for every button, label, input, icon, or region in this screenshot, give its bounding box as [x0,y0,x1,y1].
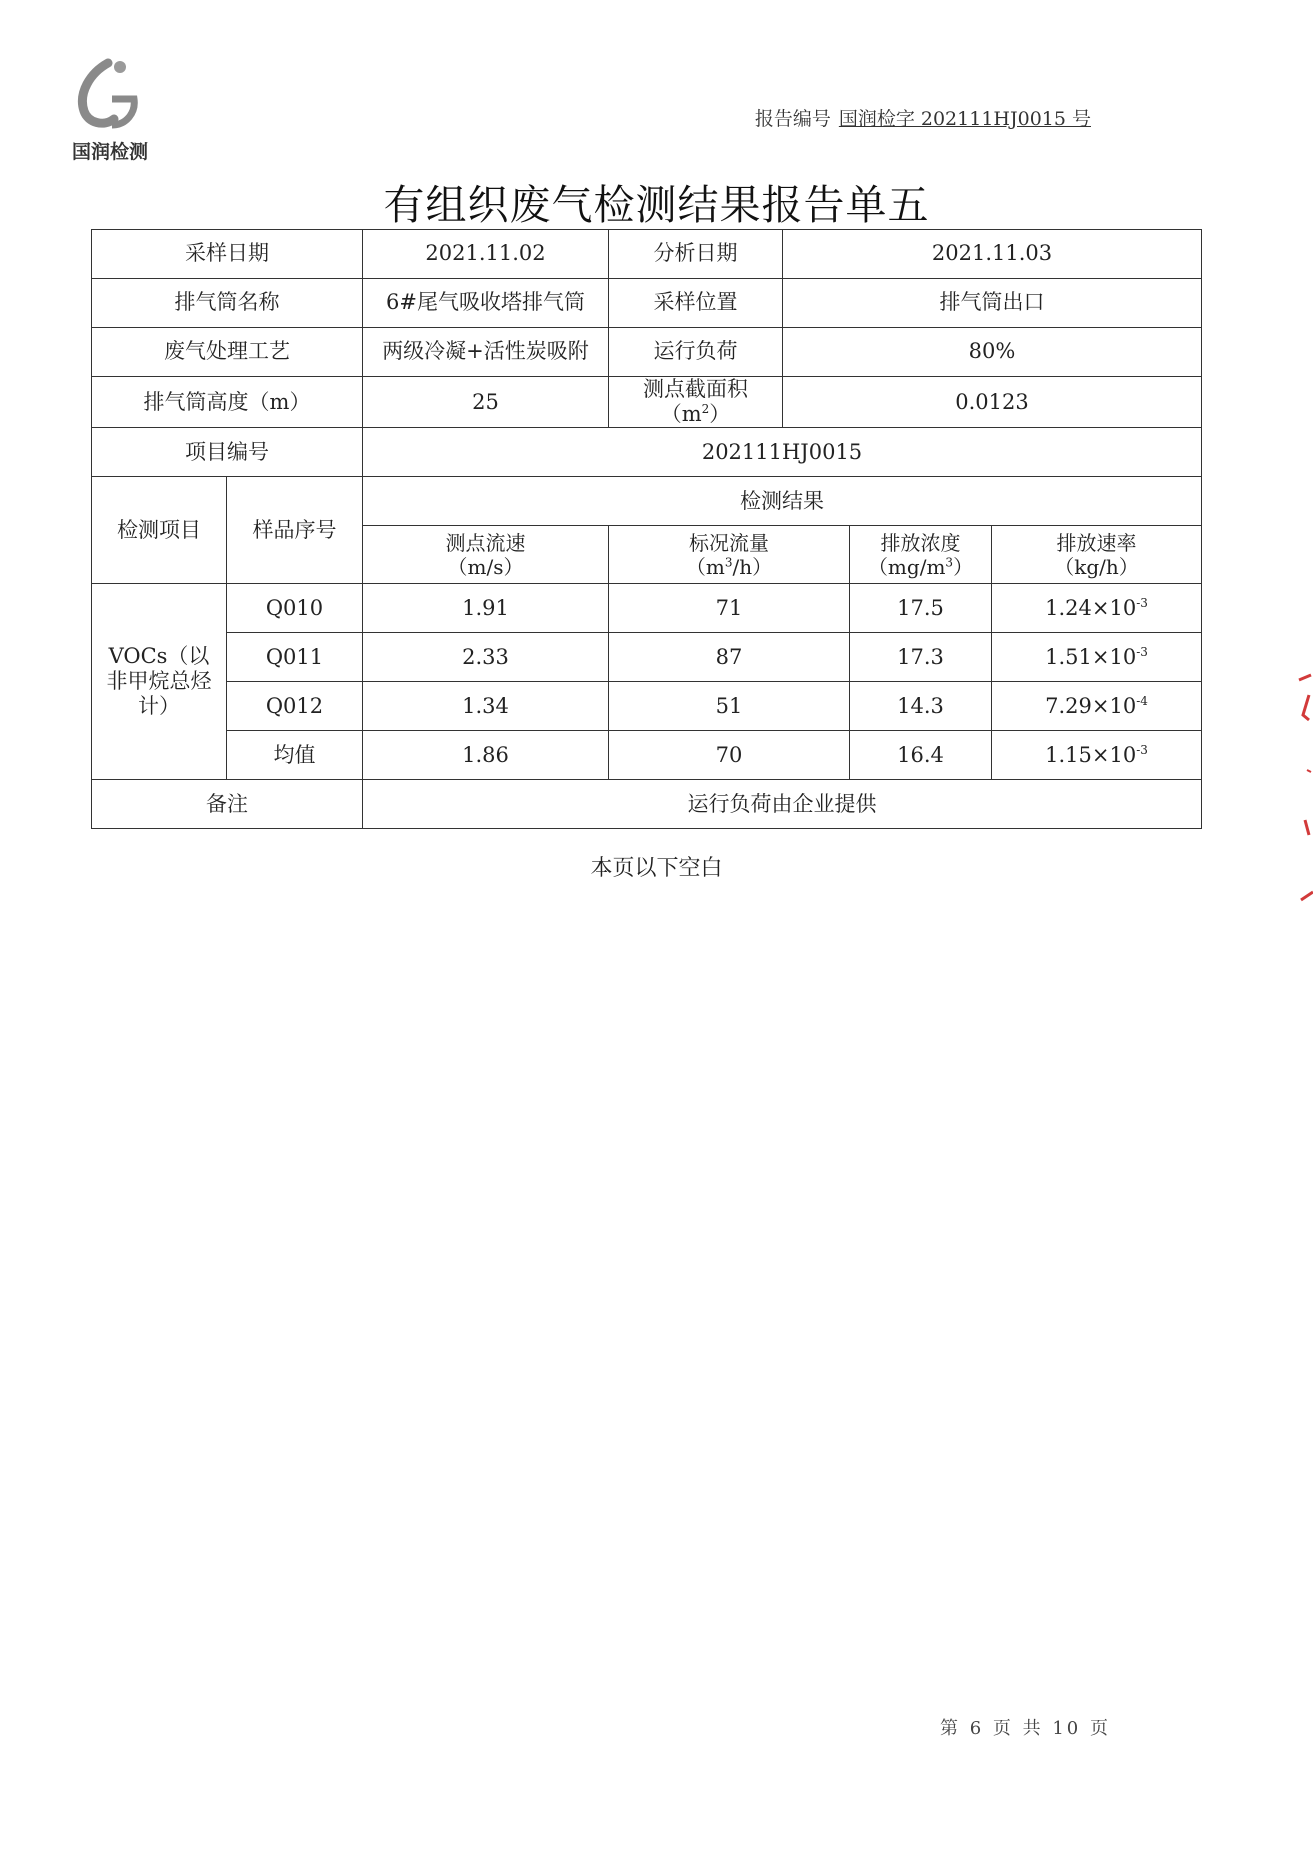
table-row [92,731,1202,780]
sample-header: 样品序号 [227,477,363,584]
sample-id: Q011 [227,633,363,682]
velocity-cell: 1.86 [363,731,609,780]
load-value: 80% [783,328,1202,377]
conc-cell: 14.3 [850,682,992,731]
table-row [92,428,1202,477]
column-header: 排放速率 （kg/h） [992,526,1202,584]
table-row [92,780,1202,829]
sampling-position-label: 采样位置 [609,279,783,328]
remark-label: 备注 [92,780,363,829]
stack-name-value: 6#尾气吸收塔排气筒 [363,279,609,328]
sample-id: 均值 [227,731,363,780]
flow-cell: 87 [609,633,850,682]
rate-cell: $7.29\times 10^{-4}$ [992,682,1202,731]
company-logo [60,55,160,165]
table-header-row [92,477,1202,526]
stack-height-label: 排气筒高度（m） [92,377,363,428]
blank-below-note: 本页以下空白 [590,856,723,881]
column-header: 标况流量 $(m^3/h)$ [609,526,850,584]
rate-cell: $1.24\times 10^{-3}$ [992,584,1202,633]
project-no-label: 项目编号 [92,428,363,477]
load-label: 运行负荷 [609,328,783,377]
table-row [92,328,1202,377]
velocity-cell: 1.34 [363,682,609,731]
conc-cell: 16.4 [850,731,992,780]
process-value: 两级冷凝+活性炭吸附 [363,328,609,377]
remark-value: 运行负荷由企业提供 [363,780,1202,829]
flow-cell: 71 [609,584,850,633]
project-no-value: 202111HJ0015 [363,428,1202,477]
page-title: 有组织废气检测结果报告单五 [383,181,930,229]
conc-cell: 17.5 [850,584,992,633]
table-row [92,377,1202,428]
column-header: 测点流速 （m/s） [363,526,609,584]
rate-cell: $1.51\times 10^{-3}$ [992,633,1202,682]
report-number [755,104,1091,131]
conc-cell: 17.3 [850,633,992,682]
column-header: 排放浓度 $(mg/m^3)$ [850,526,992,584]
sample-id: Q010 [227,584,363,633]
analysis-date-label: 分析日期 [609,230,783,279]
seal-stamp-icon [1289,660,1313,910]
area-value: 0.0123 [783,377,1202,428]
process-label: 废气处理工艺 [92,328,363,377]
sampling-position-value: 排气筒出口 [783,279,1202,328]
table-row [92,279,1202,328]
table-row [92,584,1202,633]
stack-height-value: 25 [363,377,609,428]
report-number-label: 报告编号 [754,108,831,130]
item-header: 检测项目 [92,477,227,584]
area-label: 测点截面积$(m^2)$ [609,377,783,428]
results-table [91,229,1202,829]
velocity-cell: 1.91 [363,584,609,633]
table-row [92,230,1202,279]
flow-cell: 51 [609,682,850,731]
item-name: VOCs（以非甲烷总烃计） [92,584,227,780]
stack-name-label: 排气筒名称 [92,279,363,328]
sample-id: Q012 [227,682,363,731]
sampling-date-value: 2021.11.02 [363,230,609,279]
result-header: 检测结果 [363,477,1202,526]
page-number: 第 6 页 共 10 页 [940,1718,1111,1739]
report-number-value: 国润检字 202111HJ0015 号 [838,108,1091,130]
rate-cell: $1.15\times 10^{-3}$ [992,731,1202,780]
velocity-cell: 2.33 [363,633,609,682]
flow-cell: 70 [609,731,850,780]
logo-text: 国润检测 [71,141,148,163]
table-row [92,682,1202,731]
table-row [92,633,1202,682]
sampling-date-label: 采样日期 [92,230,363,279]
logo-mark-icon [60,55,160,135]
analysis-date-value: 2021.11.03 [783,230,1202,279]
